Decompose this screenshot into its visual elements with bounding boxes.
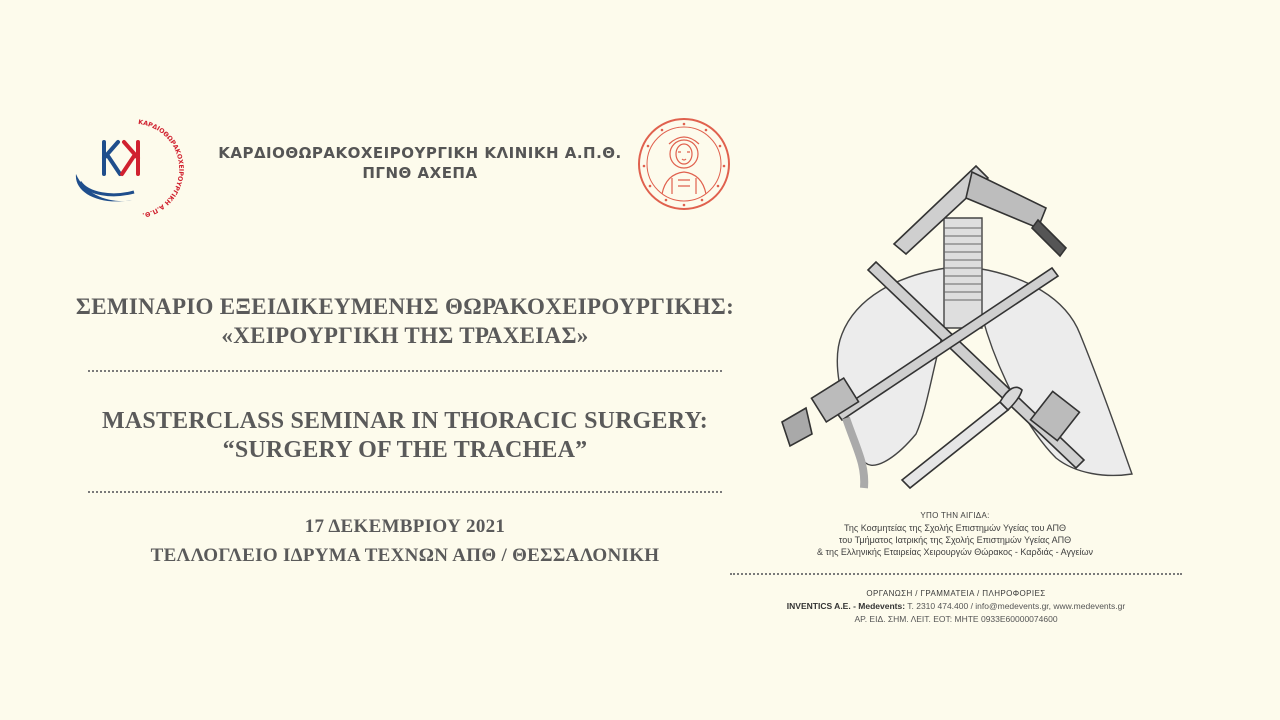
organization-block <box>730 587 1182 626</box>
patronage-heading: ΥΠΟ ΤΗΝ ΑΙΓΙΔΑ: <box>920 511 990 520</box>
clinic-logo <box>68 112 188 224</box>
organization-heading: ΟΡΓΑΝΩΣΗ / ΓΡΑΜΜΑΤΕΙΑ / ΠΛΗΡΟΦΟΡΙΕΣ <box>866 589 1046 598</box>
organization-contact-line <box>730 600 1182 613</box>
patronage-line-1: Της Κοσμητείας της Σχολής Επιστημών Υγείας του ΑΠΘ <box>844 523 1066 533</box>
patronage-line-2: του Τμήματος Ιατρικής της Σχολής Επιστημών Υγείας ΑΠΘ <box>838 535 1072 545</box>
greek-title <box>60 292 750 350</box>
organization-registry: ΑΡ. ΕΙΔ. ΣΗΜ. ΛΕΙΤ. ΕΟΤ: ΜΗΤΕ 0933Ε60000074600 <box>854 614 1058 624</box>
event-details <box>60 512 750 570</box>
patronage-block <box>760 510 1150 558</box>
organization-company: INVENTICS A.E. - Medevents: <box>786 601 906 611</box>
logo-arc-text: ΚΑΡΔΙΟΘΩΡΑΚΟΧΕΙΡΟΥΡΓΙΚΗ Α.Π.Θ. <box>137 118 185 219</box>
trachea-surgery-illustration <box>776 158 1142 494</box>
dotted-divider <box>88 491 722 493</box>
greek-title-line-2: «ΧΕΙΡΟΥΡΓΙΚΗ ΤΗΣ ΤΡΑΧΕΙΑΣ» <box>221 323 589 348</box>
english-title-line-1: MASTERCLASS SEMINAR IN THORACIC SURGERY: <box>102 408 708 434</box>
clinic-line-1: ΚΑΡΔΙΟΘΩΡΑΚΟΧΕΙΡΟΥΡΓΙΚΗ ΚΛΙΝΙΚΗ Α.Π.Θ. <box>218 144 622 162</box>
svg-text:ΚΑΡΔΙΟΘΩΡΑΚΟΧΕΙΡΟΥΡΓΙΚΗ Α.Π.Θ. <box>138 119 185 218</box>
clinic-line-2: ΠΓΝΘ ΑΧΕΠΑ <box>362 164 478 182</box>
event-venue: ΤΕΛΛΟΓΛΕΙΟ ΙΔΡΥΜΑ ΤΕΧΝΩΝ ΑΠΘ / ΘΕΣΣΑΛΟΝΙΚΗ <box>150 545 660 566</box>
clinic-name <box>205 143 635 183</box>
dotted-divider <box>88 370 722 372</box>
patronage-line-3: & της Ελληνικής Εταιρείας Χειρουργών Θώρακος - Καρδιάς - Αγγείων <box>817 547 1093 557</box>
english-title <box>60 407 750 465</box>
english-title-line-2: “SURGERY OF THE TRACHEA” <box>222 437 588 463</box>
university-seal-icon <box>636 116 732 212</box>
organization-contact: T. 2310 474.400 / info@medevents.gr, www.medevents.gr <box>905 601 1126 611</box>
greek-title-line-1: ΣΕΜΙΝΑΡΙΟ ΕΞΕΙΔΙΚΕΥΜΕΝΗΣ ΘΩΡΑΚΟΧΕΙΡΟΥΡΓΙΚΗΣ: <box>75 294 735 319</box>
dotted-divider <box>730 573 1182 575</box>
event-date: 17 ΔΕΚΕΜΒΡΙΟΥ 2021 <box>304 516 506 537</box>
